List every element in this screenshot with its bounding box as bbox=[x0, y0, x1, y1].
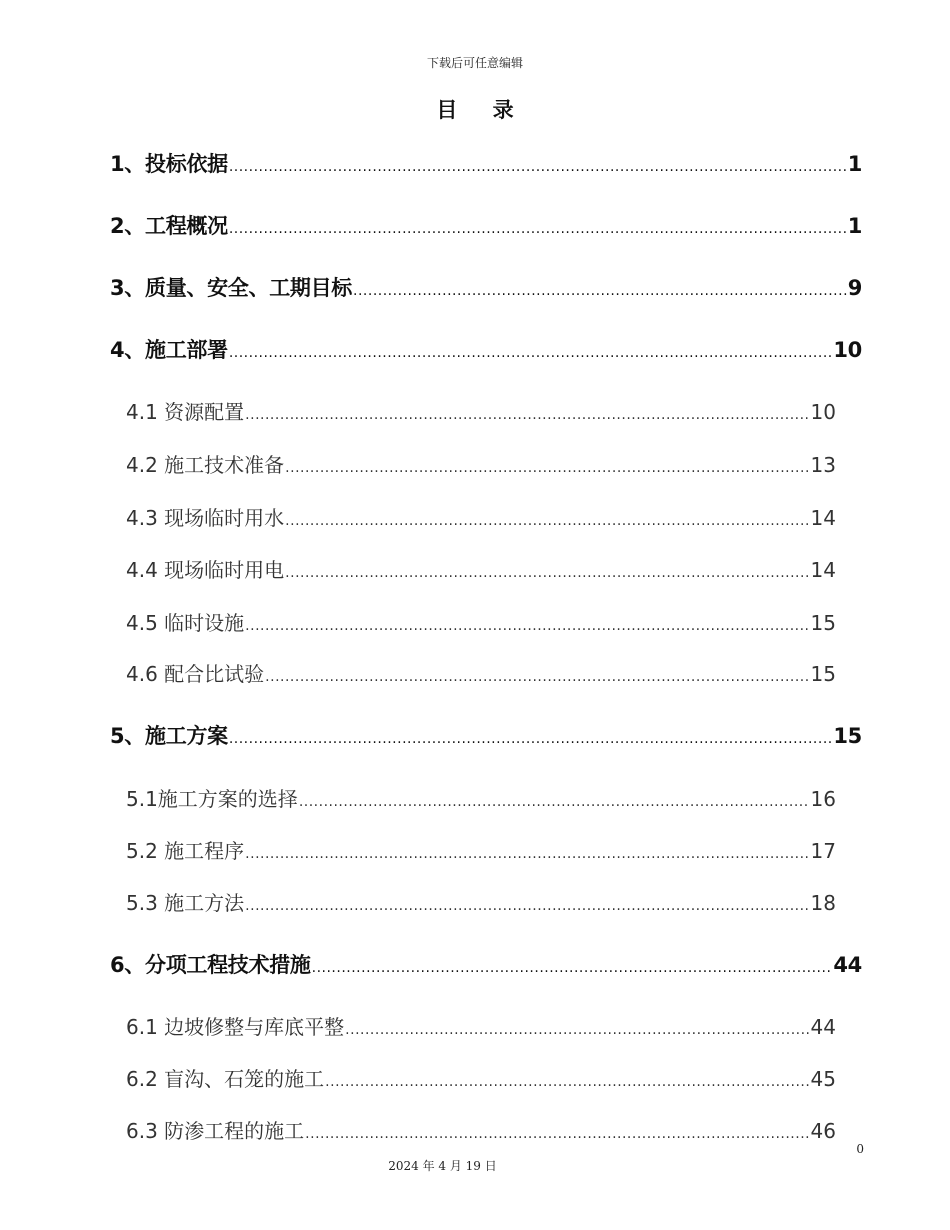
toc-title: 目 录 bbox=[436, 98, 528, 122]
toc-entry-page: 1 bbox=[847, 152, 862, 176]
toc-subentry-label: 6.1 边坡修整与库底平整 bbox=[126, 1015, 345, 1039]
toc-subentry-label: 4.2 施工技术准备 bbox=[126, 453, 285, 477]
toc-entry-page: 15 bbox=[833, 724, 862, 748]
toc-entry[interactable] bbox=[110, 148, 862, 178]
toc-subentry-page: 13 bbox=[810, 453, 836, 477]
dot-leader bbox=[305, 1126, 809, 1142]
toc-subentry[interactable] bbox=[126, 449, 836, 478]
dot-leader bbox=[312, 960, 833, 976]
toc-subentry-page: 16 bbox=[810, 787, 836, 811]
page-number: 0 bbox=[856, 1142, 864, 1156]
toc-subentry[interactable] bbox=[126, 607, 836, 636]
toc-subentry-label: 4.5 临时设施 bbox=[126, 611, 245, 635]
toc-subentry[interactable] bbox=[126, 835, 836, 864]
toc-subentry[interactable] bbox=[126, 502, 836, 531]
toc-entry[interactable] bbox=[110, 334, 862, 364]
dot-leader bbox=[353, 283, 847, 299]
toc-subentry-page: 10 bbox=[810, 400, 836, 424]
toc-subentry-label: 4.6 配合比试验 bbox=[126, 662, 265, 686]
toc-entry-label: 6、分项工程技术措施 bbox=[110, 953, 311, 977]
dot-leader bbox=[285, 565, 809, 581]
dot-leader bbox=[229, 345, 833, 361]
toc-entry-label: 5、施工方案 bbox=[110, 724, 228, 748]
toc-subentry-page: 17 bbox=[810, 839, 836, 863]
dot-leader bbox=[285, 513, 809, 529]
toc-subentry-page: 18 bbox=[810, 891, 836, 915]
toc-subentry-label: 6.3 防渗工程的施工 bbox=[126, 1119, 305, 1143]
toc-subentry-page: 15 bbox=[810, 662, 836, 686]
dot-leader bbox=[325, 1074, 809, 1090]
dot-leader bbox=[285, 460, 809, 476]
dot-leader bbox=[245, 407, 809, 423]
toc-subentry[interactable] bbox=[126, 554, 836, 583]
toc-entry[interactable] bbox=[110, 210, 862, 240]
toc-entry-label: 4、施工部署 bbox=[110, 338, 228, 362]
toc-subentry-page: 15 bbox=[810, 611, 836, 635]
dot-leader bbox=[345, 1022, 809, 1038]
dot-leader bbox=[229, 221, 847, 237]
toc-subentry[interactable] bbox=[126, 1011, 836, 1040]
toc-subentry-label: 5.2 施工程序 bbox=[126, 839, 245, 863]
toc-subentry-page: 44 bbox=[810, 1015, 836, 1039]
dot-leader bbox=[229, 731, 833, 747]
toc-entry-label: 2、工程概况 bbox=[110, 214, 228, 238]
toc-entry[interactable] bbox=[110, 949, 862, 979]
toc-subentry-page: 45 bbox=[810, 1067, 836, 1091]
dot-leader bbox=[245, 898, 809, 914]
toc-subentry-label: 4.3 现场临时用水 bbox=[126, 506, 285, 530]
footer-date: 2024 年 4 月 19 日 bbox=[388, 1159, 497, 1173]
toc-subentry-page: 14 bbox=[810, 506, 836, 530]
toc-entry-label: 1、投标依据 bbox=[110, 152, 228, 176]
toc-entry-page: 10 bbox=[833, 338, 862, 362]
toc-subentry-label: 5.1施工方案的选择 bbox=[126, 787, 298, 811]
toc-subentry-label: 4.4 现场临时用电 bbox=[126, 558, 285, 582]
toc-entry[interactable] bbox=[110, 272, 862, 302]
toc-entry-label: 3、质量、安全、工期目标 bbox=[110, 276, 353, 300]
toc-subentry[interactable] bbox=[126, 1115, 836, 1144]
header-note: 下载后可任意编辑 bbox=[426, 56, 523, 70]
toc-subentry-label: 5.3 施工方法 bbox=[126, 891, 245, 915]
toc-entry-page: 9 bbox=[847, 276, 862, 300]
toc-subentry-label: 6.2 盲沟、石笼的施工 bbox=[126, 1067, 325, 1091]
dot-leader bbox=[299, 794, 810, 810]
toc-subentry-page: 14 bbox=[810, 558, 836, 582]
toc-entry-page: 1 bbox=[847, 214, 862, 238]
toc-entry[interactable] bbox=[110, 720, 862, 750]
dot-leader bbox=[245, 618, 809, 634]
toc-subentry[interactable] bbox=[126, 783, 836, 812]
toc-subentry-label: 4.1 资源配置 bbox=[126, 400, 245, 424]
dot-leader bbox=[265, 669, 809, 685]
dot-leader bbox=[229, 159, 847, 175]
toc-subentry[interactable] bbox=[126, 658, 836, 687]
dot-leader bbox=[245, 846, 809, 862]
toc-subentry[interactable] bbox=[126, 887, 836, 916]
toc-subentry[interactable] bbox=[126, 1063, 836, 1092]
toc-subentry-page: 46 bbox=[810, 1119, 836, 1143]
toc-subentry[interactable] bbox=[126, 396, 836, 425]
toc-entry-page: 44 bbox=[833, 953, 862, 977]
